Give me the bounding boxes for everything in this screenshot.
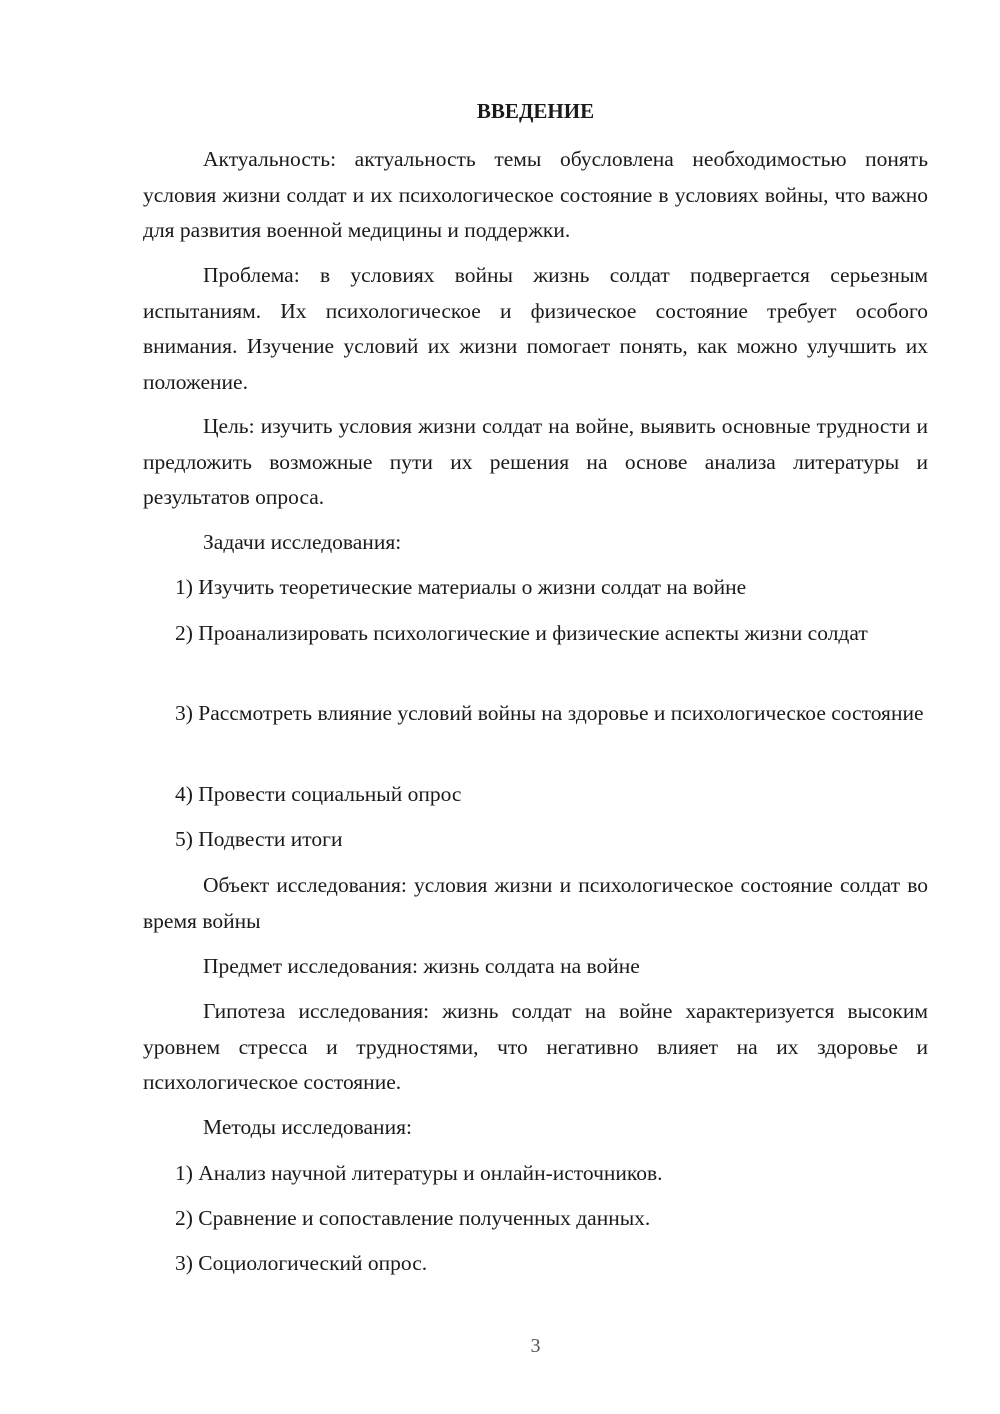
relevance-paragraph: Актуальность: актуальность темы обусловлена необходимостью понять условия жизни солдат и их психологическое состояние в условиях войны, что важно для развития военной медицины и поддержки. (143, 147, 928, 242)
goal-paragraph: Цель: изучить условия жизни солдат на войне, выявить основные трудности и предложить возможные пути их решения на основе анализа литературы и результатов опроса. (143, 414, 928, 509)
page-number: 3 (530, 1335, 541, 1357)
subject-paragraph: Предмет исследования: жизнь солдата на войне (203, 954, 640, 978)
task-item-3: 3) Рассмотреть влияние условий войны на здоровье и психологическое состояние (175, 701, 924, 725)
tasks-heading: Задачи исследования: (203, 530, 402, 554)
document-page (143, 0, 928, 1414)
task-item-4: 4) Провести социальный опрос (175, 782, 462, 806)
problem-paragraph: Проблема: в условиях войны жизнь солдат подвергается серьезным испытаниям. Их психологическое и физическое состояние требует особого внимания. Изучение условий их жизни помогает понять, как можно улучшить их положение. (143, 263, 928, 394)
page-title: ВВЕДЕНИЕ (476, 99, 595, 123)
object-paragraph: Объект исследования: условия жизни и психологическое состояние солдат во время войны (143, 873, 928, 933)
methods-heading: Методы исследования: (203, 1115, 412, 1139)
method-item-1: 1) Анализ научной литературы и онлайн-источников. (175, 1161, 663, 1185)
task-item-2: 2) Проанализировать психологические и физические аспекты жизни солдат (175, 621, 868, 645)
task-item-1: 1) Изучить теоретические материалы о жизни солдат на войне (175, 575, 747, 599)
method-item-3: 3) Социологический опрос. (175, 1251, 428, 1275)
task-item-5: 5) Подвести итоги (175, 827, 343, 851)
method-item-2: 2) Сравнение и сопоставление полученных данных. (175, 1206, 651, 1230)
hypothesis-paragraph: Гипотеза исследования: жизнь солдат на войне характеризуется высоким уровнем стресса и трудностями, что негативно влияет на их здоровье и психологическое состояние. (143, 999, 928, 1094)
